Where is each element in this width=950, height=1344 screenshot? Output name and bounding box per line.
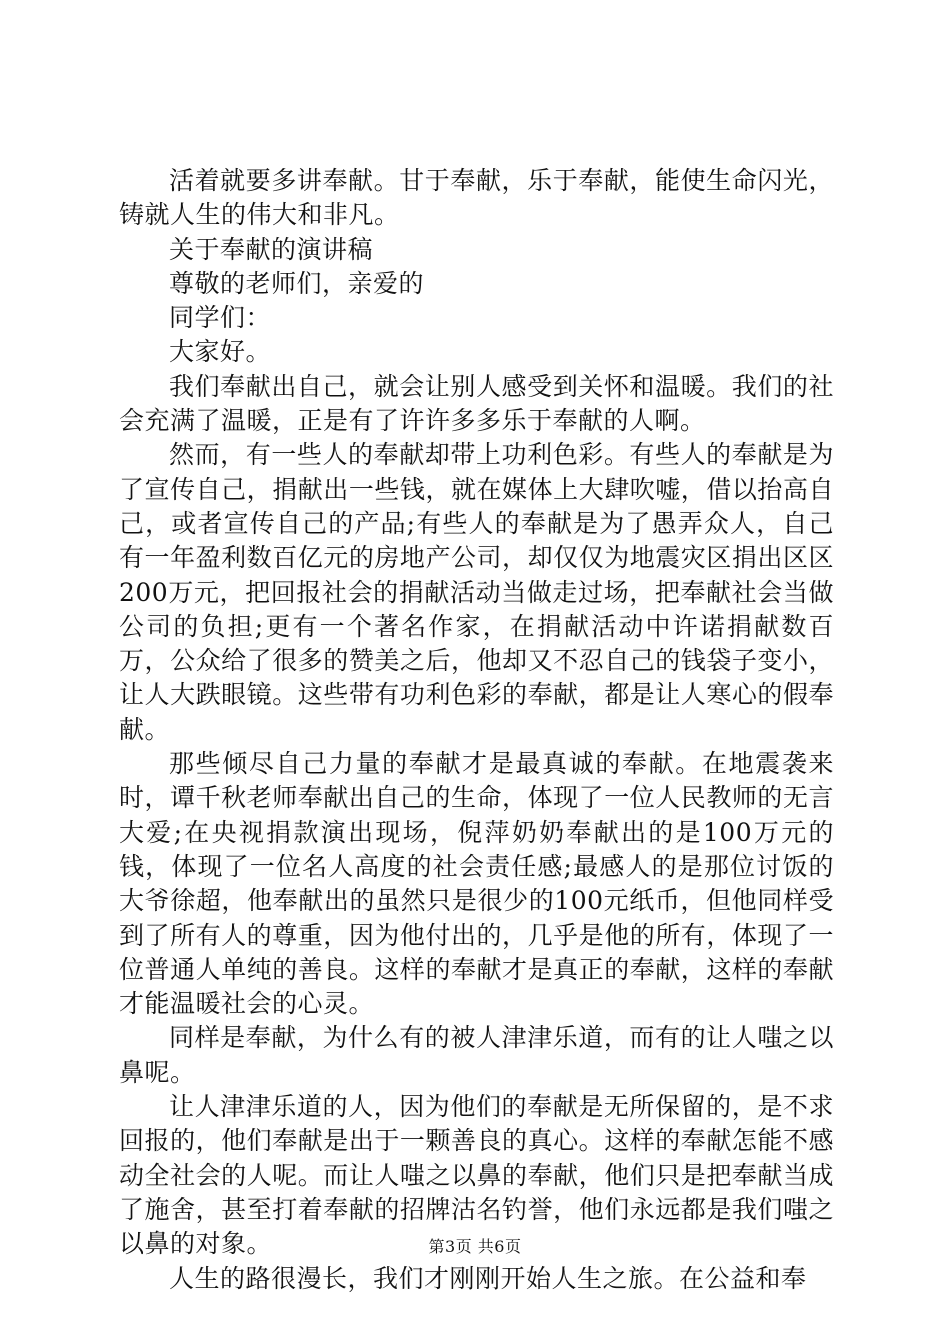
paragraph-6: 我们奉献出自己，就会让别人感受到关怀和温暖。我们的社会充满了温暖，正是有了许许多多乐于奉献的人啊。 <box>119 371 834 436</box>
greeting: 大家好。 <box>169 337 272 367</box>
paragraph-9: 同样是奉献，为什么有的被人津津乐道，而有的让人嗤之以鼻呢。 <box>119 1023 834 1087</box>
paragraph-10: 让人津津乐道的人，因为他们的奉献是无所保留的，是不求回报的，他们奉献是出于一颗善良的真心。这样的奉献怎能不感动全社会的人呢。而让人嗤之以鼻的奉献，他们只是把奉献当成了施舍，甚至打着奉献的招牌沽名钓誉，他们永远都是我们嗤之以鼻的对象。 <box>119 1092 834 1259</box>
speech-title: 关于奉献的演讲稿 <box>169 234 374 264</box>
page-number-footer: 第3页 共6页 <box>428 1237 522 1256</box>
paragraph-1: 活着就要多讲奉献。甘于奉献，乐于奉献，能使生命闪光，铸就人生的伟大和非凡。 <box>119 166 834 230</box>
salutation-line-1: 尊敬的老师们，亲爱的 <box>169 268 425 298</box>
document-body <box>119 164 834 1296</box>
paragraph-8: 那些倾尽自己力量的奉献才是最真诚的奉献。在地震袭来时，谭千秋老师奉献出自己的生命，体现了一位人民教师的无言大爱;在央视捐款演出现场，倪萍奶奶奉献出的是100万元的钱，体现了一位名人高度的社会责任感;最感人的是那位讨饭的大爷徐超，他奉献出的虽然只是很少的100元纸币，但他同样受到了所有人的尊重，因为他付出的，几乎是他的所有，体现了一位普通人单纯的善良。这样的奉献才是真正的奉献，这样的奉献才能温暖社会的心灵。 <box>119 749 834 1019</box>
salutation-line-2: 同学们： <box>169 303 272 333</box>
paragraph-7: 然而，有一些人的奉献却带上功利色彩。有些人的奉献是为了宣传自己，捐献出一些钱，就在媒体上大肆吹嘘，借以抬高自己，或者宣传自己的产品;有些人的奉献是为了愚弄众人，自己有一年盈利数百亿元的房地产公司，却仅仅为地震灾区捐出区区200万元，把回报社会的捐献活动当做走过场，把奉献社会当做公司的负担;更有一个著名作家，在捐献活动中许诺捐献数百万，公众给了很多的赞美之后，他却又不忍自己的钱袋子变小，让人大跌眼镜。这些带有功利色彩的奉献，都是让人寒心的假奉献。 <box>119 440 834 744</box>
paragraph-11: 人生的路很漫长，我们才刚刚开始人生之旅。在公益和奉 <box>169 1263 807 1293</box>
